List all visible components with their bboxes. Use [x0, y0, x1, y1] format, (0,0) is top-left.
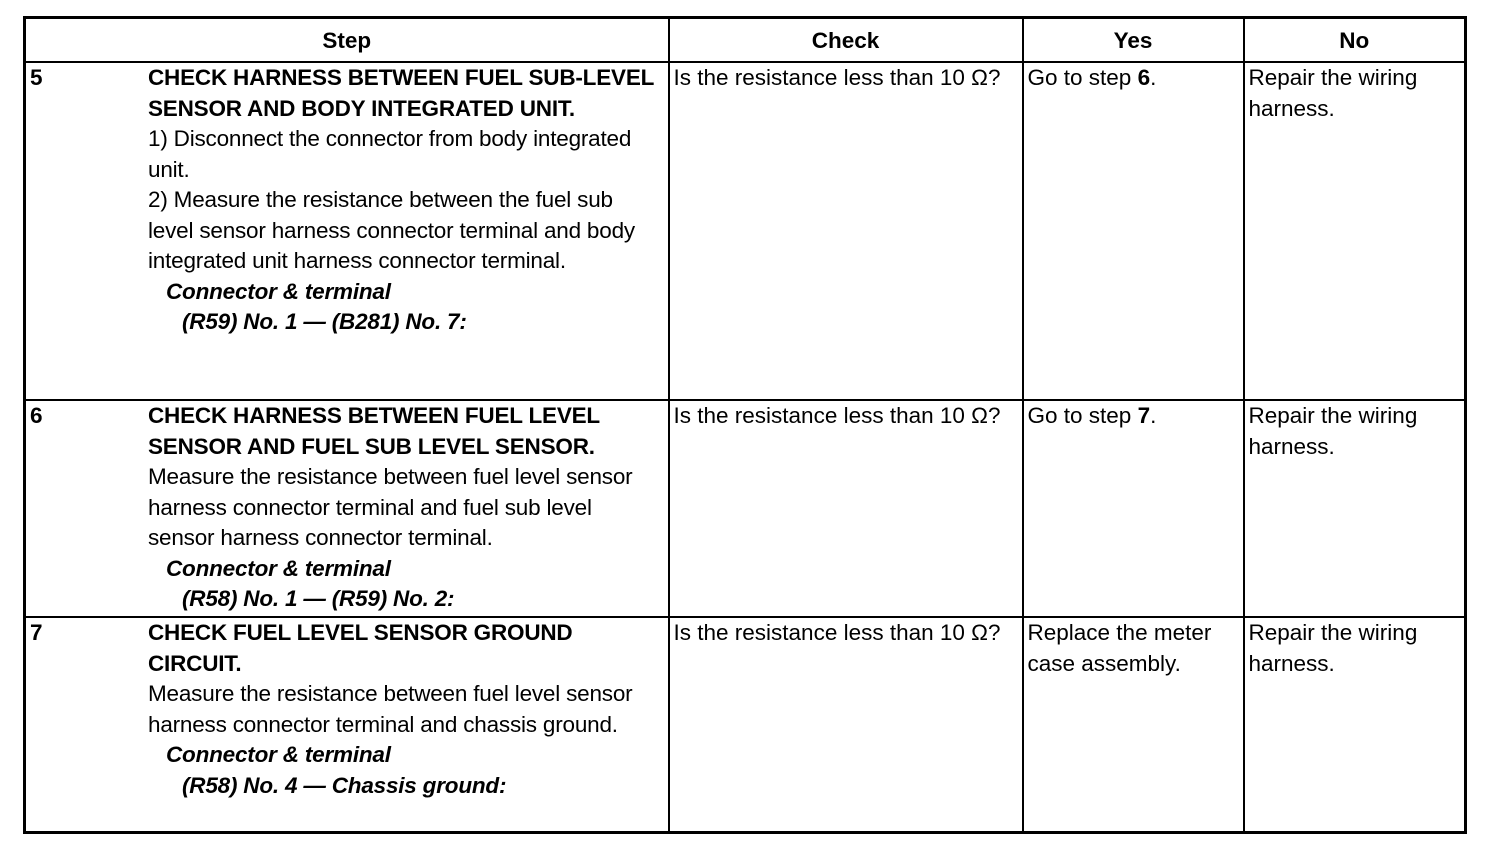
- step-number: 7: [30, 620, 43, 645]
- no-cell: Repair the wiring harness.: [1244, 62, 1466, 400]
- step-title: CHECK HARNESS BETWEEN FUEL SUB-LEVEL SENSOR AND BODY INTEGRATED UNIT.: [148, 65, 654, 121]
- check-cell: Is the resistance less than 10 Ω?: [669, 400, 1023, 617]
- step-cell: [25, 400, 669, 617]
- connector-terminal-value: (R59) No. 1 — (B281) No. 7:: [182, 309, 467, 334]
- header-yes: Yes: [1023, 18, 1244, 63]
- connector-terminal-label: Connector & terminal: [166, 555, 391, 581]
- diagnostic-table: [23, 16, 1467, 834]
- step-cell: [25, 617, 669, 833]
- no-cell: Repair the wiring harness.: [1244, 400, 1466, 617]
- header-step: Step: [25, 18, 669, 63]
- step-number: 6: [30, 403, 43, 428]
- table-row: [25, 617, 1466, 833]
- step-body: [148, 618, 660, 801]
- check-cell: Is the resistance less than 10 Ω?: [669, 62, 1023, 400]
- yes-step-number: 6: [1137, 65, 1151, 90]
- yes-cell: [1023, 617, 1244, 833]
- step-body: [148, 401, 660, 615]
- yes-cell: [1023, 400, 1244, 617]
- step-number: 5: [30, 65, 43, 90]
- no-cell: Repair the wiring harness.: [1244, 617, 1466, 833]
- yes-step-number: 7: [1137, 403, 1151, 428]
- header-row: [25, 18, 1466, 63]
- step-instruction: 2) Measure the resistance between the fuel sub level sensor harness connector terminal and body integrated unit harness connector terminal.: [148, 187, 635, 273]
- step-instruction: Measure the resistance between fuel level sensor harness connector terminal and chassis ground.: [148, 681, 633, 737]
- table-row: [25, 62, 1466, 400]
- header-check: Check: [669, 18, 1023, 63]
- table-row: [25, 400, 1466, 617]
- step-title: CHECK HARNESS BETWEEN FUEL LEVEL SENSOR AND FUEL SUB LEVEL SENSOR.: [148, 403, 600, 459]
- step-title: CHECK FUEL LEVEL SENSOR GROUND CIRCUIT.: [148, 620, 573, 676]
- yes-cell: [1023, 62, 1244, 400]
- connector-terminal-value: (R58) No. 1 — (R59) No. 2:: [182, 586, 455, 611]
- yes-suffix: .: [1150, 403, 1157, 428]
- yes-text: Go to step: [1027, 65, 1138, 90]
- yes-suffix: .: [1150, 65, 1157, 90]
- connector-terminal-value: (R58) No. 4 — Chassis ground:: [182, 772, 507, 798]
- step-instruction: 1) Disconnect the connector from body integrated unit.: [148, 126, 632, 182]
- yes-text: Go to step: [1027, 403, 1138, 428]
- yes-text: Replace the meter case assembly.: [1027, 620, 1212, 676]
- step-instruction: Measure the resistance between fuel level sensor harness connector terminal and fuel sub level sensor harness connector terminal.: [148, 464, 633, 550]
- step-cell: [25, 62, 669, 400]
- step-body: [148, 63, 660, 338]
- check-cell: Is the resistance less than 10 Ω?: [669, 617, 1023, 833]
- header-no: No: [1244, 18, 1466, 63]
- connector-terminal-label: Connector & terminal: [166, 742, 391, 767]
- connector-terminal-label: Connector & terminal: [166, 278, 391, 304]
